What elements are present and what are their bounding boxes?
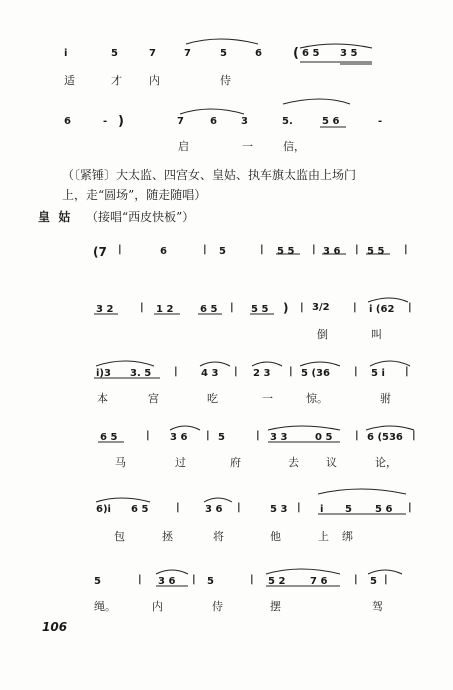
note: i — [64, 48, 68, 59]
note: 5. — [282, 116, 293, 127]
lyric: 拯 — [162, 530, 173, 543]
note: 0 5 — [315, 432, 333, 443]
barline: | — [230, 302, 234, 313]
barline: | — [203, 244, 207, 255]
barline: | — [289, 366, 293, 377]
barline: | — [297, 502, 301, 513]
lyric: 驾 — [372, 600, 383, 613]
note: 3 6 — [205, 504, 223, 515]
barline: | — [176, 502, 180, 513]
barline: | — [260, 244, 264, 255]
lyric: 府 — [230, 456, 241, 469]
lyric: 侍 — [212, 600, 223, 613]
note: 3 2 — [96, 304, 114, 315]
lyric: 议 — [326, 456, 337, 469]
barline: | — [250, 574, 254, 585]
barline: | — [174, 366, 178, 377]
barline: | — [354, 574, 358, 585]
lyric: 一 — [242, 140, 253, 153]
note: 3 6 — [158, 576, 176, 587]
lyric: 他 — [270, 530, 281, 543]
note: 7 6 — [310, 576, 328, 587]
note: 1 2 — [156, 304, 174, 315]
note: 6)i — [96, 504, 111, 515]
note: 3 5 — [340, 48, 358, 59]
barline: | — [312, 244, 316, 255]
lyric: 侍 — [220, 74, 231, 87]
note: 5 5 — [367, 246, 385, 257]
note: 6 — [255, 48, 262, 59]
lyric: 一 — [262, 392, 273, 405]
note: i)3 — [96, 368, 111, 379]
barline: | — [355, 430, 359, 441]
note: 5 — [111, 48, 118, 59]
note: 5 i — [371, 368, 385, 379]
lyric: 吃 — [207, 392, 218, 405]
note: ) — [118, 114, 124, 129]
note: 2 3 — [253, 368, 271, 379]
note: 5 — [219, 246, 226, 257]
lyric: 过 — [175, 456, 186, 469]
note: 5 — [345, 504, 352, 515]
lyric: 上 — [318, 530, 329, 543]
note: 5 — [370, 576, 377, 587]
note: 6 — [160, 246, 167, 257]
note: 7 — [184, 48, 191, 59]
note: 3 6 — [170, 432, 188, 443]
barline: | — [138, 574, 142, 585]
note: - — [103, 116, 108, 127]
lyric: 叫 — [371, 328, 382, 341]
note: 4 3 — [201, 368, 219, 379]
lyric: 内 — [152, 600, 163, 613]
barline: | — [355, 244, 359, 255]
stage-direction-line: （〔紧锤〕大太监、四宫女、皇姑、执车旗太监由上场门 — [62, 168, 357, 182]
note: i (62 — [369, 304, 395, 315]
lyric: 绑 — [342, 530, 353, 543]
note: 5 5 — [251, 304, 269, 315]
note: 3 — [241, 116, 248, 127]
note: i — [320, 504, 324, 515]
barline: | — [353, 302, 357, 313]
note: - — [378, 116, 383, 127]
stage-direction-line: 上，走“圆场”，随走随唱） — [62, 188, 207, 202]
note: 7 — [177, 116, 184, 127]
note: 3/2 — [312, 302, 330, 313]
barline: | — [192, 574, 196, 585]
note: 7 — [149, 48, 156, 59]
note: 5 2 — [268, 576, 286, 587]
lyric: 宫 — [148, 392, 159, 405]
note: 5 — [207, 576, 214, 587]
page-number: 106 — [42, 620, 68, 634]
note: ) — [283, 301, 289, 315]
lyric: 马 — [115, 456, 126, 469]
note: (7 — [93, 245, 107, 259]
barline: | — [237, 502, 241, 513]
barline: | — [384, 574, 388, 585]
lyric: 信， — [283, 140, 305, 153]
barline: | — [146, 430, 150, 441]
note: 6 (536 — [367, 432, 403, 443]
note: 5 — [220, 48, 227, 59]
note: 5 — [94, 576, 101, 587]
barline: | — [300, 302, 304, 313]
note: 6 — [210, 116, 217, 127]
lyric: 内 — [149, 74, 160, 87]
role-name: 皇 姑 — [38, 210, 71, 224]
note: 5 6 — [322, 116, 340, 127]
barline: | — [404, 244, 408, 255]
lyric: 摆 — [270, 600, 281, 613]
note: 5 — [218, 432, 225, 443]
note: 6 5 — [131, 504, 149, 515]
note: 5 6 — [375, 504, 393, 515]
note: 3 6 — [323, 246, 341, 257]
barline: | — [408, 502, 412, 513]
note: 3. 5 — [130, 368, 152, 379]
barline: | — [256, 430, 260, 441]
note: 5 3 — [270, 504, 288, 515]
note: 3 3 — [270, 432, 288, 443]
barline: | — [354, 366, 358, 377]
note: 5 5 — [277, 246, 295, 257]
note: ( — [293, 46, 299, 61]
barline: | — [206, 430, 210, 441]
barline: | — [412, 430, 416, 441]
note: 6 5 — [200, 304, 218, 315]
lyric: 倒 — [317, 328, 328, 341]
lyric: 本 — [97, 392, 108, 405]
singing-instruction: （接唱“西皮快板”） — [86, 210, 195, 224]
lyric: 绳。 — [94, 600, 116, 613]
lyric: 驸 — [380, 392, 391, 405]
lyric: 启 — [178, 140, 189, 153]
lyric: 论， — [375, 456, 397, 469]
barline: | — [140, 302, 144, 313]
barline: | — [405, 366, 409, 377]
note: 6 5 — [302, 48, 320, 59]
note: 6 5 — [100, 432, 118, 443]
lyric: 惊。 — [306, 392, 328, 405]
barline: | — [408, 302, 412, 313]
note: 5 (36 — [301, 368, 330, 379]
barline: | — [234, 366, 238, 377]
lyric: 适 — [64, 74, 75, 87]
lyric: 才 — [111, 74, 122, 87]
lyric: 去 — [288, 456, 299, 469]
barline: | — [118, 244, 122, 255]
lyric: 将 — [213, 530, 224, 543]
lyric: 包 — [114, 530, 125, 543]
note: 6 — [64, 116, 71, 127]
